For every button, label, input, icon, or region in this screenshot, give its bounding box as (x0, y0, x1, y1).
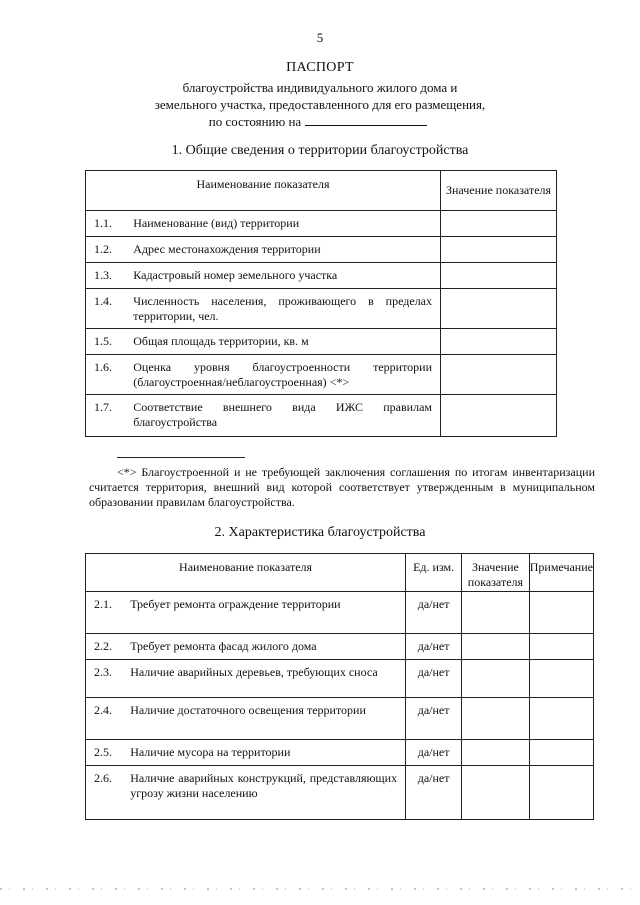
row-value-cell[interactable] (441, 355, 557, 395)
table-row (86, 698, 594, 740)
row-value-cell[interactable] (462, 634, 530, 660)
table-row (86, 329, 557, 355)
row-number: 1.6. (86, 355, 134, 395)
row-number: 1.4. (86, 289, 134, 329)
row-note-cell[interactable] (529, 660, 593, 698)
row-unit: да/нет (406, 740, 462, 766)
header-indicator-name: Наименование показателя (86, 171, 441, 211)
row-unit: да/нет (406, 660, 462, 698)
row-value-cell[interactable] (441, 263, 557, 289)
footnote: <*> Благоустроенной и не требующей заключения соглашения по итогам инвентаризации считается территория, внешний вид которой соответствует утвержденным в муниципальном образовании правилам благоустройства. (89, 465, 595, 509)
table-row (86, 355, 557, 395)
table-row (86, 237, 557, 263)
row-unit: да/нет (406, 698, 462, 740)
row-value-cell[interactable] (462, 660, 530, 698)
row-number: 2.3. (86, 660, 131, 698)
row-number: 2.4. (86, 698, 131, 740)
row-note-cell[interactable] (529, 766, 593, 820)
subtitle-line-1: благоустройства индивидуального жилого дома и (182, 80, 458, 95)
row-indicator-name: Численность населения, проживающего в пределах территории, чел. (133, 289, 440, 329)
header-value: Значение показателя (462, 554, 530, 592)
row-indicator-name: Наличие аварийных деревьев, требующих сноса (130, 660, 405, 698)
row-note-cell[interactable] (529, 698, 593, 740)
table-row (86, 211, 557, 237)
row-indicator-name: Соответствие внешнего вида ИЖС правилам благоустройства (133, 395, 440, 437)
section1-title: 1. Общие сведения о территории благоустройства (171, 143, 469, 158)
row-number: 1.2. (86, 237, 134, 263)
row-note-cell[interactable] (529, 634, 593, 660)
subtitle-line-3 (0, 113, 638, 130)
row-value-cell[interactable] (441, 211, 557, 237)
header-indicator-value: Значение показателя (441, 171, 557, 211)
document-title: ПАСПОРТ (286, 60, 354, 75)
row-number: 2.6. (86, 766, 131, 820)
header-indicator-name: Наименование показателя (86, 554, 406, 592)
row-indicator-name: Требует ремонта фасад жилого дома (130, 634, 405, 660)
row-note-cell[interactable] (529, 740, 593, 766)
row-indicator-name: Наличие аварийных конструкций, представляющих угрозу жизни населению (130, 766, 405, 820)
row-indicator-name: Наличие достаточного освещения территории (130, 698, 405, 740)
row-number: 1.3. (86, 263, 134, 289)
row-value-cell[interactable] (441, 395, 557, 437)
row-indicator-name: Кадастровый номер земельного участка (133, 263, 440, 289)
scan-artifact-line (0, 888, 640, 890)
page-number: 5 (316, 30, 324, 45)
row-indicator-name: Наличие мусора на территории (130, 740, 405, 766)
row-unit: да/нет (406, 766, 462, 820)
row-value-cell[interactable] (441, 329, 557, 355)
row-value-cell[interactable] (462, 740, 530, 766)
row-value-cell[interactable] (441, 237, 557, 263)
footnote-separator (117, 457, 245, 458)
improvement-characteristics-table (85, 553, 594, 820)
table-row (86, 263, 557, 289)
row-indicator-name: Общая площадь территории, кв. м (133, 329, 440, 355)
row-unit: да/нет (406, 634, 462, 660)
row-value-cell[interactable] (462, 698, 530, 740)
row-value-cell[interactable] (462, 766, 530, 820)
table-row (86, 395, 557, 437)
row-unit: да/нет (406, 592, 462, 634)
row-value-cell[interactable] (462, 592, 530, 634)
table-header-row (86, 171, 557, 211)
table-row (86, 592, 594, 634)
row-note-cell[interactable] (529, 592, 593, 634)
date-blank-field[interactable] (305, 113, 427, 126)
as-of-label: по состоянию на (208, 114, 302, 129)
territory-info-table (85, 170, 557, 437)
table-row (86, 740, 594, 766)
table-row (86, 660, 594, 698)
table-row (86, 289, 557, 329)
row-number: 2.2. (86, 634, 131, 660)
row-indicator-name: Оценка уровня благоустроенности территории (благоустроенная/неблагоустроенная) <*> (133, 355, 440, 395)
row-number: 2.5. (86, 740, 131, 766)
row-indicator-name: Требует ремонта ограждение территории (130, 592, 405, 634)
header-note: Примечание (529, 554, 593, 592)
section2-title: 2. Характеристика благоустройства (214, 525, 426, 540)
row-indicator-name: Адрес местонахождения территории (133, 237, 440, 263)
table-row (86, 634, 594, 660)
row-number: 1.7. (86, 395, 134, 437)
row-indicator-name: Наименование (вид) территории (133, 211, 440, 237)
table-row (86, 766, 594, 820)
row-number: 1.1. (86, 211, 134, 237)
row-value-cell[interactable] (441, 289, 557, 329)
table-header-row (86, 554, 594, 592)
row-number: 2.1. (86, 592, 131, 634)
row-number: 1.5. (86, 329, 134, 355)
subtitle-line-2: земельного участка, предоставленного для его размещения, (154, 97, 486, 112)
header-unit: Ед. изм. (406, 554, 462, 592)
